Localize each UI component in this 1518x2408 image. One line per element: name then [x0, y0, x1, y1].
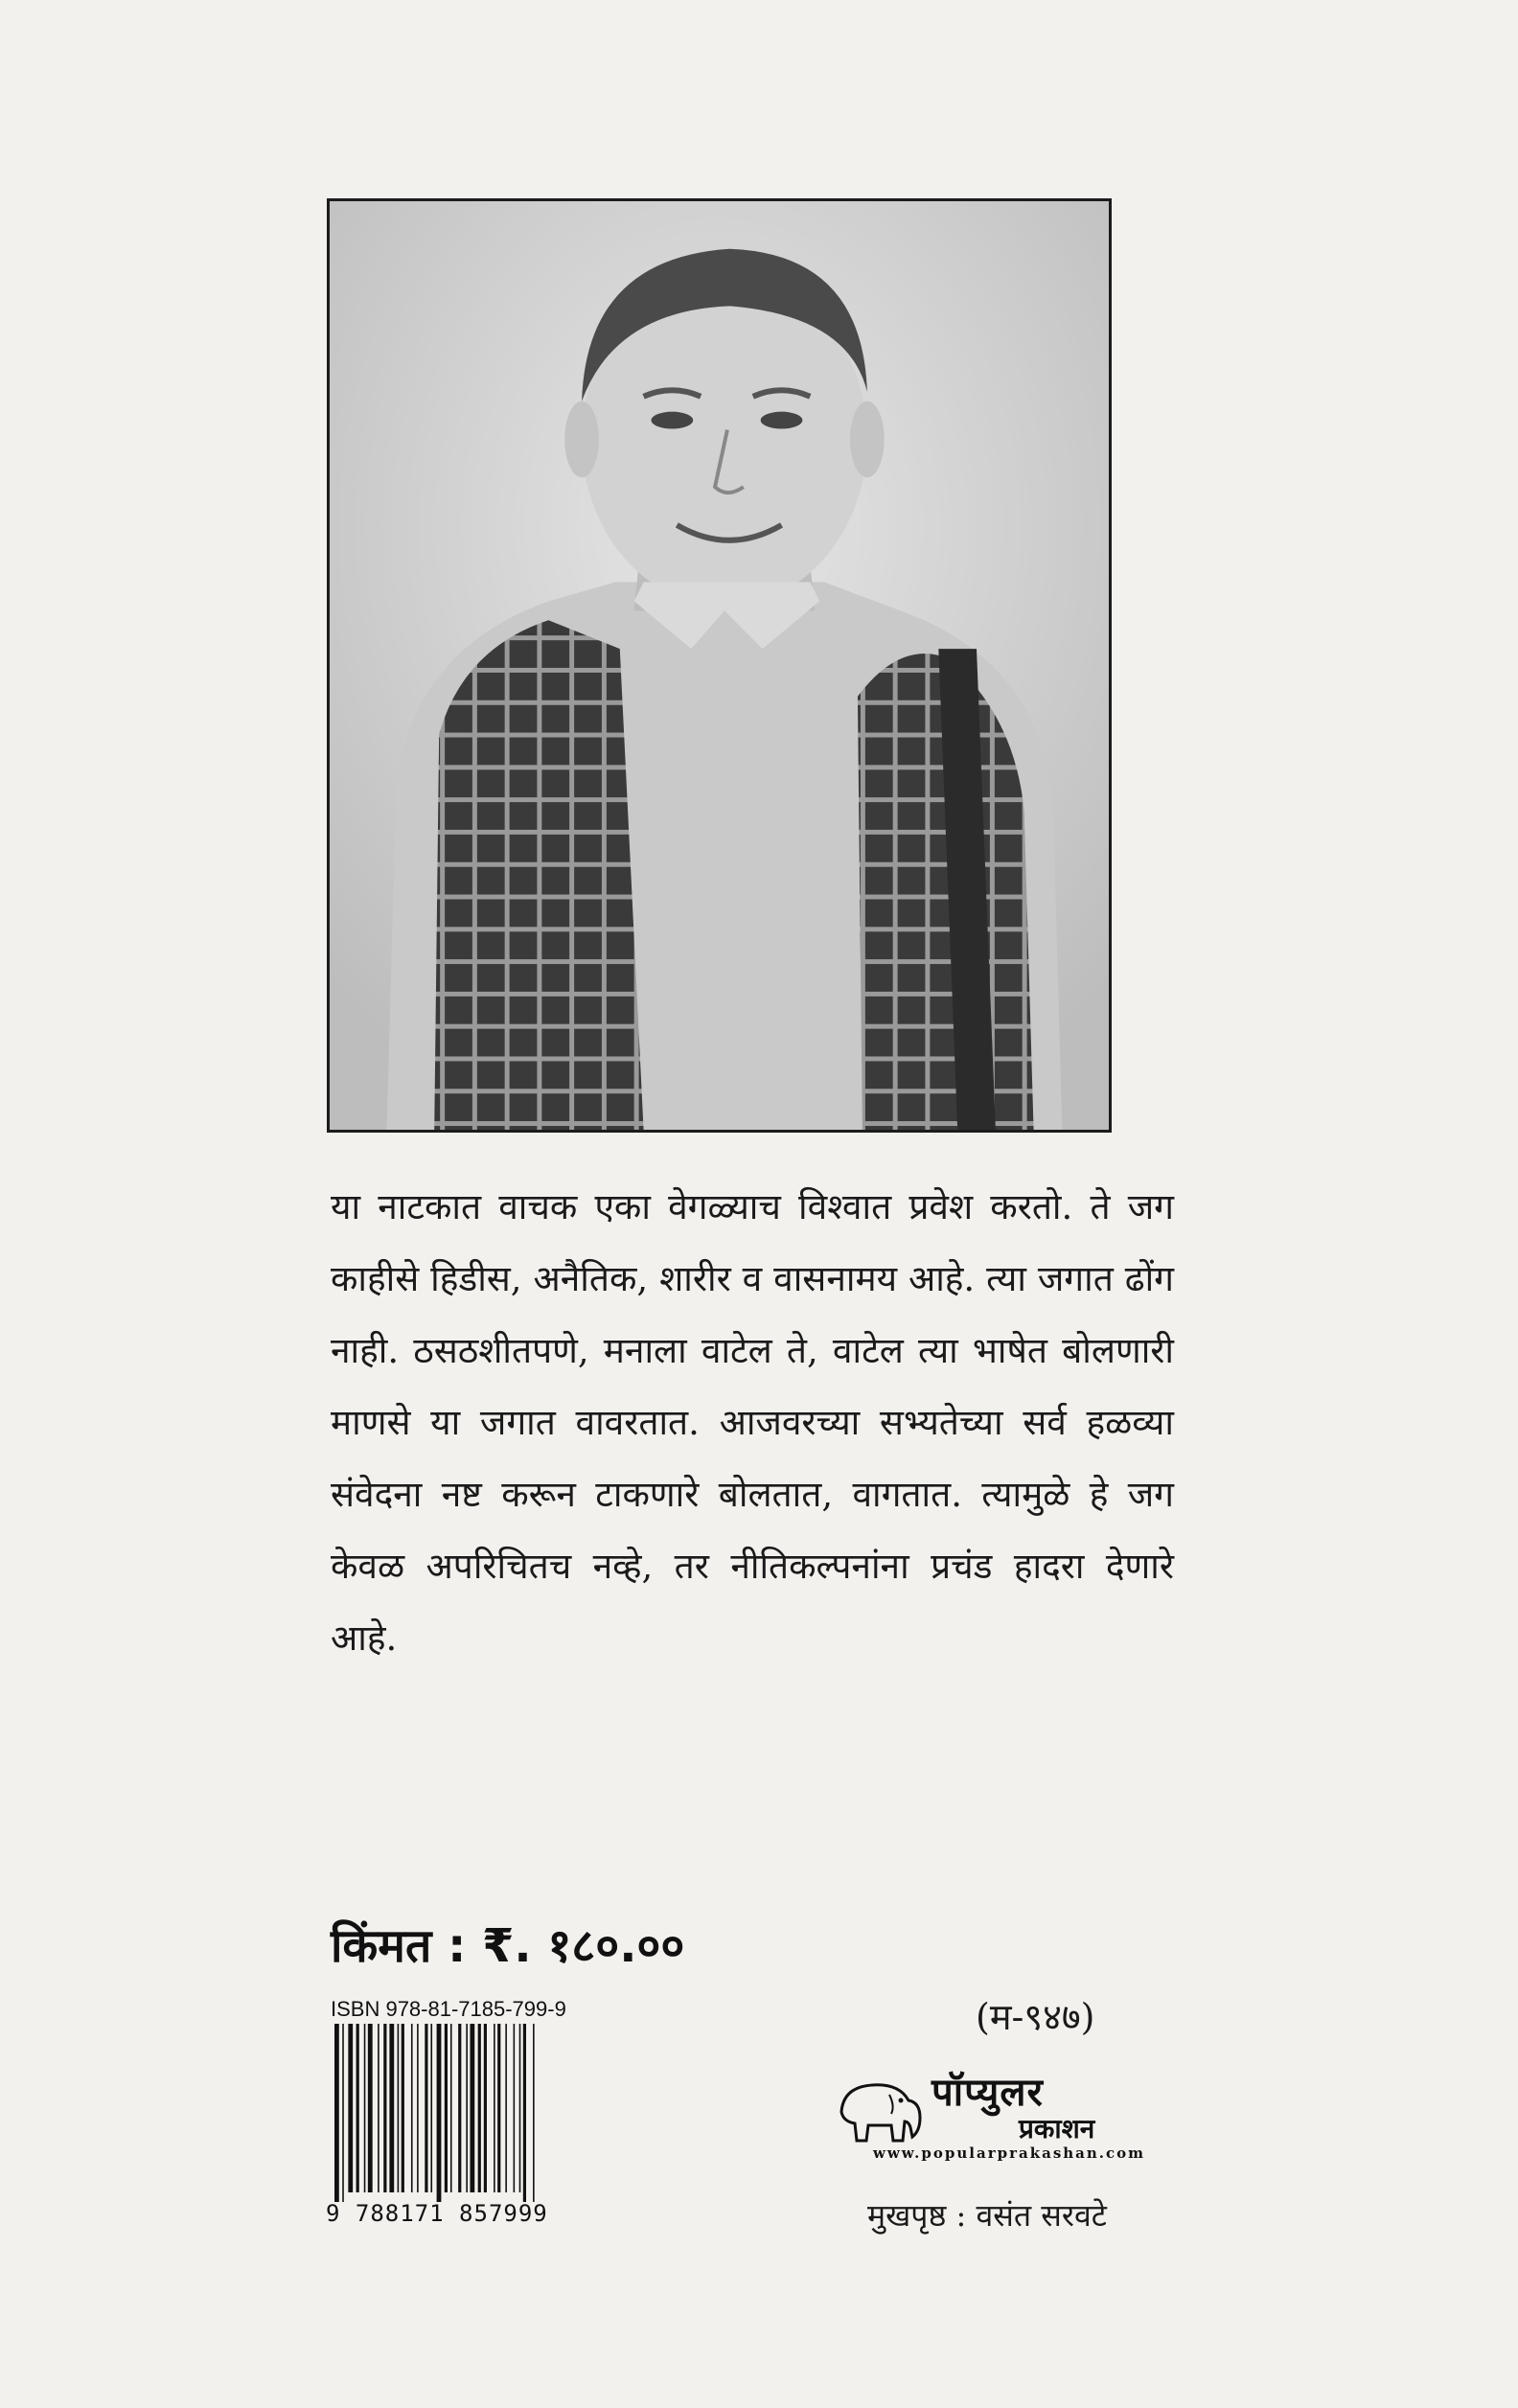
elephant-icon	[832, 2074, 926, 2144]
author-portrait-image	[330, 201, 1109, 1130]
publisher-logo	[832, 2060, 1186, 2166]
catalog-code: (म-९४७)	[976, 1996, 1095, 2038]
barcode-icon	[331, 2024, 599, 2202]
isbn-label: ISBN 978-81-7185-799-9	[331, 1997, 566, 2021]
publisher-name: पॉप्युलर	[932, 2071, 1044, 2115]
publisher-url: www.popularprakashan.com	[872, 2144, 1146, 2162]
publisher-subname: प्रकाशन	[1019, 2113, 1095, 2144]
blurb-text: या नाटकात वाचक एका वेगळ्याच विश्वात प्रवेश करतो. ते जग काहीसे हिडीस, अनैतिक, शारीर व वासनामय आहे. त्या जगात ढोंग नाही. ठसठशीतपणे, मनाला वाटेल ते, वाटेल त्या भाषेत बोलणारी माणसे या जगात वावरतात. आजवरच्या सभ्यतेच्या सर्व हळव्या संवेदना नष्ट करून टाकणारे बोलतात, वागतात. त्यामुळे हे जग केवळ अपरिचितच नव्हे, तर नीतिकल्पनांना प्रचंड हादरा देणारे आहे.	[331, 1186, 1174, 1659]
price-label: किंमत : ₹. १८०.००	[331, 1919, 685, 1973]
cover-credit: मुखपृष्ठ : वसंत सरवटे	[867, 2197, 1107, 2234]
barcode-digits: 9 788171 857999	[326, 2200, 548, 2227]
author-photo	[327, 198, 1112, 1133]
